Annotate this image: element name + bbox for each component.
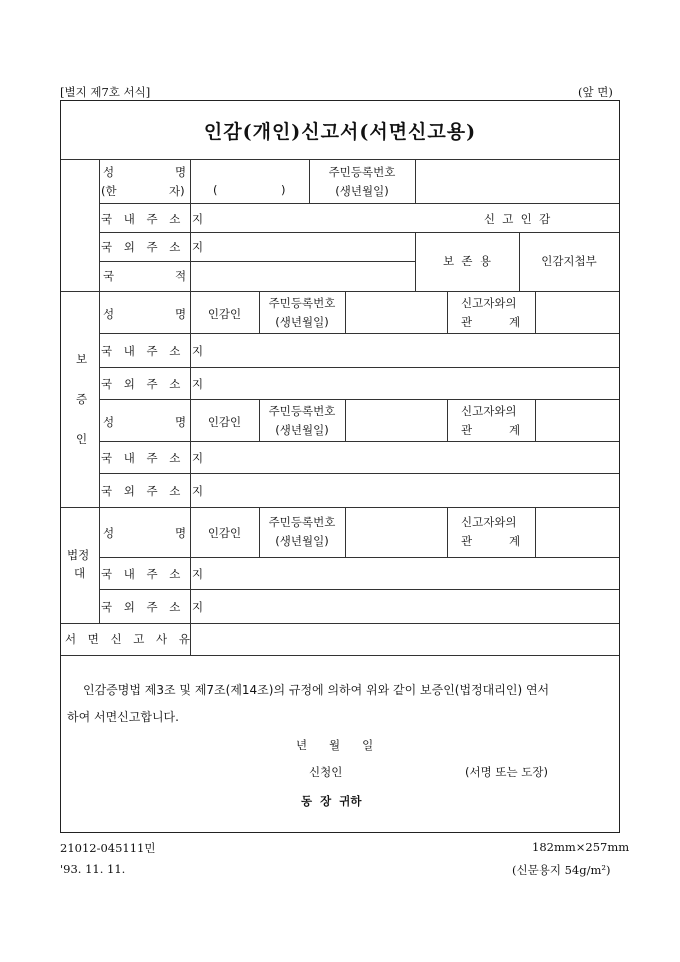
legal-rep-label-a: 법정 [67,548,90,562]
lr-dob-label: (생년월일) [275,534,329,548]
lr-name-label-a: 성 [103,526,115,540]
rule [535,507,536,557]
foreign-address-label: 국 외 주 소 지 [101,240,208,254]
rule [99,232,619,233]
g2-relation-b1: 관 [461,423,473,437]
g2-relation-a: 신고자와의 [461,404,517,418]
lr-foreign-label: 국 외 주 소 지 [101,600,208,614]
g1-seal-label: 인감인 [207,307,242,321]
nationality-label-b: 적 [175,269,187,283]
rule [61,159,619,160]
g2-dob-label: (생년월일) [275,423,329,437]
rule [535,399,536,441]
g1-relation-a: 신고자와의 [461,296,517,310]
g2-rrn-label: 주민등록번호 [268,404,336,418]
form-number: [별지 제7호 서식] [60,85,151,99]
hanja-label-close: 자) [169,184,185,198]
g1-domestic-label: 국 내 주 소 지 [101,344,208,358]
rule [535,291,536,333]
g1-name-label-a: 성 [103,307,115,321]
footer-code: 21012-045111민 [60,841,156,855]
g2-name-label-b: 명 [175,415,187,429]
form-title: 인감(개인)신고서(서면신고용) [203,121,477,143]
g1-rrn-label: 주민등록번호 [268,296,336,310]
name-label-a: 성 [103,165,115,179]
lr-seal-label: 인감인 [207,526,242,540]
g2-foreign-label: 국 외 주 소 지 [101,484,208,498]
guarantor-label-2: 증 [76,392,88,406]
rule [99,473,619,474]
rule [447,507,448,557]
dob-label: (생년월일) [335,184,389,198]
name-label-b: 명 [175,165,187,179]
seal-attach-label: 인감지첩부 [541,254,597,268]
signature-label: (서명 또는 도장) [465,765,548,779]
g2-seal-label: 인감인 [207,415,242,429]
page-side: (앞 면) [578,85,613,99]
statement-line-2: 하여 서면신고합니다. [67,710,179,724]
hanja-label-open: (한 [101,184,117,198]
guarantor-label-3: 인 [76,432,88,446]
lr-relation-a: 신고자와의 [461,515,517,529]
report-form [60,100,620,833]
guarantor-label-1: 보 [76,352,88,366]
rule [99,589,619,590]
g1-name-label-b: 명 [175,307,187,321]
rule [99,399,619,400]
rule [447,399,448,441]
hanja-paren-close: ) [281,183,286,197]
g2-name-label-a: 성 [103,415,115,429]
rule [415,159,416,203]
lr-relation-b2: 계 [509,534,521,548]
statement-date: 년 월 일 [296,738,374,752]
applicant-label: 신청인 [309,765,343,779]
g1-relation-b2: 계 [509,315,521,329]
seal-report-label: 신 고 인 감 [483,212,551,226]
rule [61,655,619,656]
rule [345,507,346,557]
nationality-label-a: 국 [103,269,115,283]
statement-line-1: 인감증명법 제3조 및 제7조(제14조)의 규정에 의하여 위와 같이 보증인(법정대리인) 연서 [83,683,550,697]
rule [345,291,346,333]
legal-rep-label-b: 대 [74,566,86,580]
footer-date: '93. 11. 11. [60,862,126,876]
lr-domestic-label: 국 내 주 소 지 [101,567,208,581]
storage-label: 보 존 용 [443,254,491,268]
rule [99,203,619,204]
g1-relation-b1: 관 [461,315,473,329]
footer-paper: (신문용지 54g/m²) [512,863,611,877]
recipient-label: 동 장 귀하 [301,794,362,808]
rule [99,333,619,334]
rule [345,399,346,441]
g1-dob-label: (생년월일) [275,315,329,329]
rrn-label: 주민등록번호 [328,165,396,179]
rule [99,159,100,623]
rule [99,557,619,558]
g2-domestic-label: 국 내 주 소 지 [101,451,208,465]
domestic-address-label: 국 내 주 소 지 [101,212,208,226]
rule [61,623,619,624]
lr-rrn-label: 주민등록번호 [268,515,336,529]
rule [447,291,448,333]
footer-size: 182mm×257mm [532,840,630,854]
lr-relation-b1: 관 [461,534,473,548]
hanja-paren-open: ( [213,183,218,197]
rule [99,441,619,442]
g1-foreign-label: 국 외 주 소 지 [101,377,208,391]
lr-name-label-b: 명 [175,526,187,540]
rule [99,261,415,262]
g2-relation-b2: 계 [509,423,521,437]
rule [99,367,619,368]
reason-label: 서 면 신 고 사 유 [65,632,194,646]
